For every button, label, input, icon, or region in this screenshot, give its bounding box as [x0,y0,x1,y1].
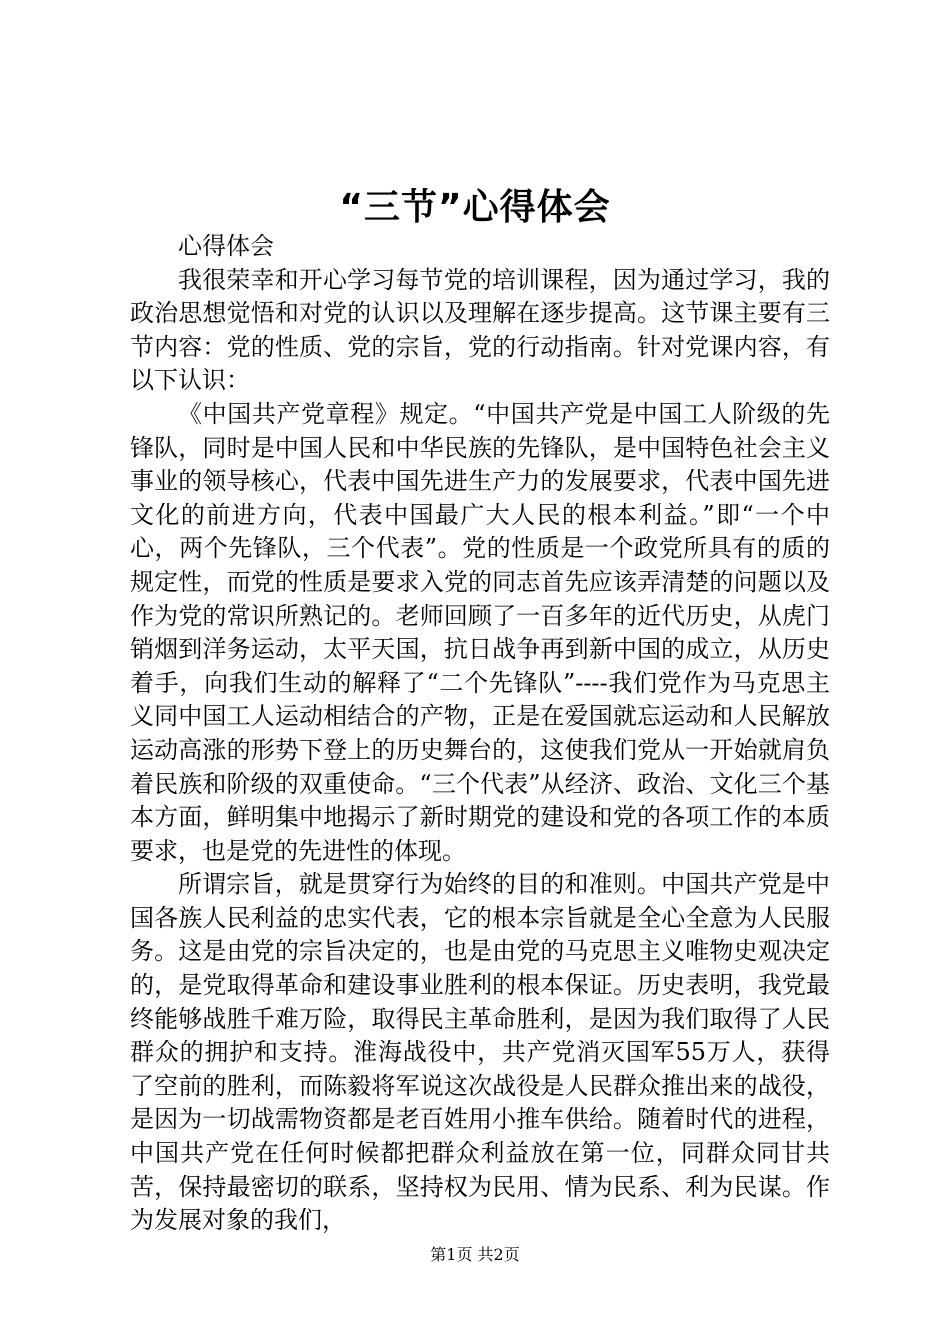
paragraph-party-purpose: 所谓宗旨，就是贯穿行为始终的目的和准则。中国共产党是中国各族人民利益的忠实代表，它的根本宗旨就是全心全意为人民服务。这是由党的宗旨决定的，也是由党的马克思主义唯物史观决定的，是党取得革命和建设事业胜利的根本保证。历史表明，我党最终能够战胜千难万险，取得民主革命胜利，是因为我们取得了人民群众的拥护和支持。淮海战役中，共产党消灭国军55万人，获得了空前的胜利，而陈毅将军说这次战役是人民群众推出来的战役，是因为一切战需物资都是老百姓用小推车供给。随着时代的进程，中国共产党在任何时候都把群众利益放在第一位，同群众同甘共苦，保持最密切的联系，坚持权为民用、情为民系、利为民谋。作为发展对象的我们， [130,870,830,1235]
page-footer: 第1页 共2页 [430,1245,520,1264]
paragraph-party-nature: 《中国共产党章程》规定。“中国共产党是中国工人阶级的先锋队，同时是中国人民和中华民族的先锋队，是中国特色社会主义事业的领导核心，代表中国先进生产力的发展要求，代表中国先进文化的前进方向，代表中国最广大人民的根本利益。”即“一个中心，两个先锋队，三个代表”。党的性质是一个政党所具有的质的规定性，而党的性质是要求入党的同志首先应该弄清楚的问题以及作为党的常识所熟记的。老师回顾了一百多年的近代历史，从虎门销烟到洋务运动，太平天国，抗日战争再到新中国的成立，从历史着手，向我们生动的解释了“二个先锋队”----我们党作为马克思主义同中国工人运动相结合的产物，正是在爱国就忘运动和人民解放运动高涨的形势下登上的历史舞台的，这使我们党从一开始就肩负着民族和阶级的双重使命。“三个代表”从经济、政治、文化三个基本方面，鲜明集中地揭示了新时期党的建设和党的各项工作的本质要求，也是党的先进性的体现。 [130,399,830,865]
paragraph-intro: 我很荣幸和开心学习每节党的培训课程，因为通过学习，我的政治思想觉悟和对党的认识以及理解在逐步提高。这节课主要有三节内容：党的性质、党的宗旨，党的行动指南。针对党课内容，有以下认识： [130,265,830,395]
document-body [130,230,830,1238]
paragraph-heading: 心得体会 [178,232,274,260]
document-title: “三节”心得体会 [339,187,611,228]
